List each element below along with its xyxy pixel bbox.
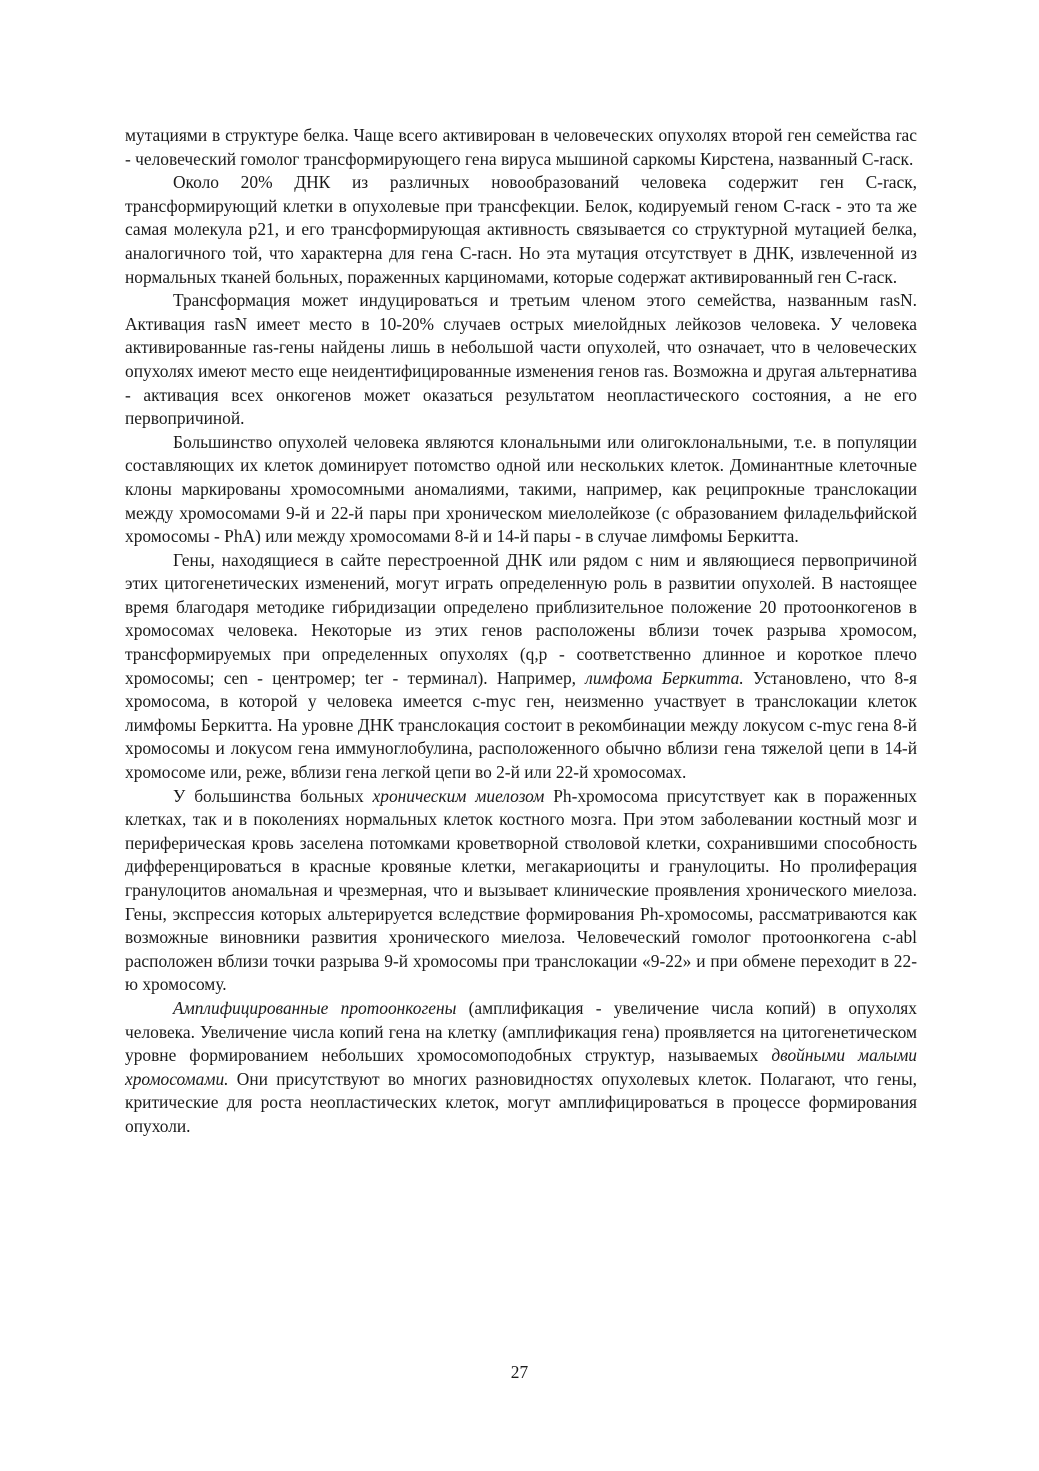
- paragraph-4: [125, 431, 917, 549]
- paragraph-3: [125, 289, 917, 431]
- paragraph-6-text-b: Ph-хромосома присутствует как в пораженных клетках, так и в поколениях нормальных клеток костного мозга. При этом заболевании костный мозг и периферическая кровь заселена потомками кроветворной стволовой клетки, сохранившими способность дифференцироваться в красные кровяные клетки, мегакариоциты и гранулоциты. Но пролиферация гранулоцитов аномальная и чрезмерная, что и вызывает клинические проявления хронического миелоза. Гены, экспрессия которых альтерируется вследствие формирования Ph-хромосомы, рассматриваются как возможные виновники развития хронического миелоза. Человеческий гомолог протоонкогена c-abl расположен вблизи точки разрыва 9-й хромосомы при транслокации «9-22» и при обмене переходит в 22-ю хромосому.: [125, 785, 917, 995]
- paragraph-5-text-b: Установлено, что 8-я хромосома, в которой у человека имеется с-myc ген, неизменно участвует в транслокации клеток лимфомы Беркитта. На уровне ДНК транслокация состоит в рекомбинации между локусом с-myc гена 8-й хромосомы и локусом гена иммуноглобулина, расположенного обычно вблизи гена тяжелой цепи в 14-й хромосоме или, реже, вблизи гена легкой цепи во 2-й или 22-й хромосомах.: [125, 667, 918, 783]
- paragraph-4-text: Большинство опухолей человека являются клональными или олигоклональными, т.е. в популяции составляющих их клеток доминирует потомство одной или нескольких клеток. Доминантные клеточные клоны маркированы хромосомными аномалиями, такими, например, как реципрокные транслокации между хромосомами 9-й и 22-й пары при хроническом миелолейкозе (с образованием филадельфийской хромосомы - PhA) или между хромосомами 8-й и 14-й пары - в случае лимфомы Беркитта.: [125, 431, 917, 547]
- paragraph-1-text: мутациями в структуре белка. Чаще всего активирован в человеческих опухолях второй ген семейства rас - человеческий гомолог трансформирующего гена вируса мышиной саркомы Кирстена, названный С-rаск.: [125, 125, 917, 169]
- paragraph-2-text: Около 20% ДНК из различных новообразований человека содержит ген С-rаск, трансформирующий клетки в опухолевые при трансфекции. Белок, кодируемый геном С-rаск - это та же самая молекула р21, и его трансформирующая активность связывается со структурной мутацией белка, аналогичного той, что характерна для гена С-rасн. Но эта мутация отсутствует в ДНК, извлеченной из нормальных тканей больных, пораженных карциномами, которые содержат активированный ген С-rаск.: [125, 172, 917, 287]
- paragraph-3-text: Трансформация может индуцироваться и третьим членом этого семейства, названным rasN. Активация rasN имеет место в 10-20% случаев острых миелойдных лейкозов человека. У человека активированные ras-гены найдены лишь в небольшой части опухолей, что означает, что в человеческих опухолях имеют место еще неидентифицированные изменения генов ras. Возможна и другая альтернатива - активация всех онкогенов может оказаться результатом неопластического состояния, а не его первопричиной.: [125, 290, 917, 429]
- paragraph-5: [125, 549, 917, 785]
- paragraph-2: [125, 171, 917, 289]
- page-number: 27: [510, 1362, 529, 1382]
- page-body: [125, 124, 917, 1139]
- paragraph-7-text-b: Они присутствуют во многих разновидностях опухолевых клеток. Полагают, что гены, критические для роста неопластических клеток, могут амплифицироваться в процессе формирования опухоли.: [125, 1068, 917, 1136]
- paragraph-6-italic-term: хроническим миелозом: [372, 785, 545, 806]
- paragraph-5-italic-term: лимфома Беркитта.: [585, 667, 744, 688]
- paragraph-5-text-a: Гены, находящиеся в сайте перестроенной ДНК или рядом с ним и являющиеся первопричиной этих цитогенетических изменений, могут играть определенную роль в развитии опухолей. В настоящее время благодаря методике гибридизации определено приблизительное положение 20 протоонкогенов в хромосомах человека. Некоторые из этих генов расположены вблизи точек разрыва хромосом, трансформируемых при определенных опухолях (q,р - соответственно длинное и короткое плечо хромосомы; cen - центромер; ter - терминал). Например,: [125, 549, 917, 688]
- paragraph-6: [125, 785, 917, 997]
- paragraph-7-text-a: (амплификация - увеличение числа копий) в опухолях человека. Увеличение числа копий гена на клетку (амплификация гена) проявляется на цитогенетическом уровне формированием небольших хромосомоподобных структур, называемых: [125, 997, 918, 1066]
- paragraph-7-italic-term-a: Амплифицированные протоонкогены: [173, 997, 457, 1018]
- paragraph-6-text-a: У большинства больных: [173, 785, 373, 806]
- paragraph-1: [125, 124, 917, 171]
- paragraph-7: [125, 997, 917, 1139]
- paragraph-7-italic-term-b: двойными малыми хромосомами.: [125, 1045, 917, 1089]
